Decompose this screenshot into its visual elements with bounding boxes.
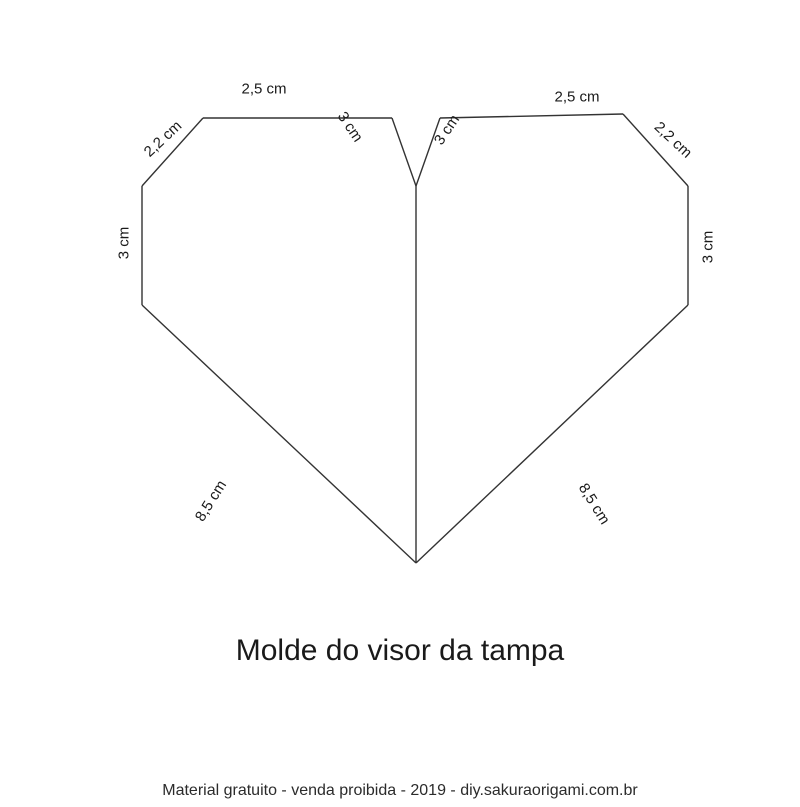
dimension-label-upper-left-diag: 2,2 cm <box>140 117 186 161</box>
dimension-label-right-vertical: 3 cm <box>699 230 717 264</box>
dimension-label-top-left-flat: 2,5 cm <box>241 80 287 98</box>
dimension-label-right-inner-diag: 3 cm <box>430 111 464 149</box>
edge-left-inner-diagonal <box>392 118 416 186</box>
edge-top-right-flat <box>440 114 623 118</box>
diagram-caption: Molde do visor da tampa <box>235 634 565 667</box>
footer-credit: Material gratuito - venda proibida - 2019 - diy.sakuraorigami.com.br <box>162 782 638 799</box>
edge-lower-right-diagonal <box>416 305 688 563</box>
dimension-label-left-inner-diag: 3 cm <box>333 108 367 146</box>
dimension-label-top-right-flat: 2,5 cm <box>554 88 600 106</box>
dimension-label-upper-right-diag: 2,2 cm <box>650 118 696 162</box>
dimension-label-lower-right-diag: 8,5 cm <box>574 480 614 528</box>
dimension-label-lower-left-diag: 8,5 cm <box>191 477 231 525</box>
dimension-label-left-vertical: 3 cm <box>115 226 133 260</box>
edge-lower-left-diagonal <box>142 305 416 563</box>
